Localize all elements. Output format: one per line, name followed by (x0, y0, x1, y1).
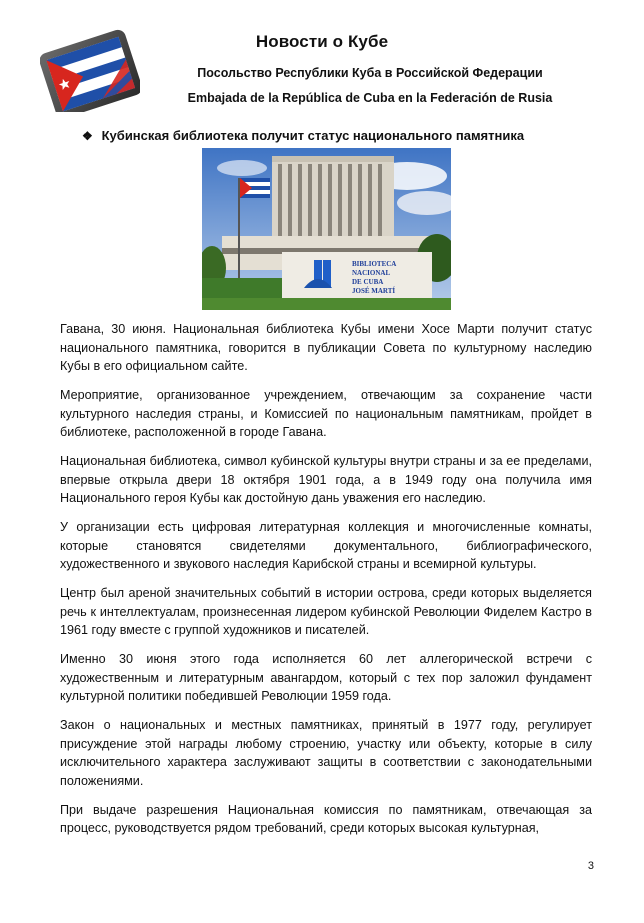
sign-line-1: BIBLIOTECA (352, 260, 397, 268)
page-title: Новости о Кубе (255, 32, 389, 51)
diamond-bullet-icon: ❖ (82, 129, 93, 143)
sign-line-2: NACIONAL (352, 269, 391, 277)
article-body (60, 320, 592, 848)
article-paragraph: Именно 30 июня этого года исполняется 60 лет аллегорической встречи с художественным и литературным авангардом, который с тех пор заложил фундамент культурной политики победившей Революции 1959 года. (60, 652, 592, 703)
embassy-name-ru: Посольство Республики Куба в Российской Федерации (197, 66, 543, 80)
article-paragraph: Национальная библиотека, символ кубинской культуры внутри страны и за ее пределами, впервые открыла двери 18 октября 1901 года, а в 1949 году она получила имя Национального героя Кубы как достойную дань уважения его наследию. (60, 454, 592, 505)
article-paragraph: При выдаче разрешения Национальная комиссия по памятникам, отвечающая за процесс, руководствуется рядом требований, среди которых высокая культурная, (60, 802, 592, 835)
article-paragraph: Мероприятие, организованное учреждением, отвечающим за сохранение части культурного наследия страны, и Комиссией по национальным памятникам, пройдет в библиотеке, расположенной в городе Гавана. (60, 388, 592, 439)
article-paragraph: Центр был ареной значительных событий в истории острова, среди которых выделяется речь к интеллектуалам, произнесенная лидером кубинской Революции Фиделем Кастро в 1961 году вместе с группой художников и писателей. (60, 586, 592, 637)
library-building-photo (202, 148, 451, 310)
article-paragraph: Гавана, 30 июня. Национальная библиотека Кубы имени Хосе Марти получит статус национального памятника, говорится в публикации Совета по культурному наследию Кубы в его официальном сайте. (60, 322, 592, 373)
article-headline (82, 128, 524, 143)
embassy-name-es: Embajada de la República de Cuba en la Federación de Rusia (187, 91, 553, 105)
article-paragraph: Закон о национальных и местных памятниках, принятый в 1977 году, регулирует присуждение этой награды любому строению, участку или объекту, которые в силу исключительного характера заслуживают защиты в соответствии с законодательными положениями. (60, 718, 592, 788)
article-headline-text: Кубинская библиотека получит статус национального памятника (101, 128, 525, 143)
sign-line-4: JOSÉ MARTÍ (352, 287, 396, 295)
page-number: 3 (587, 860, 594, 872)
sign-line-3: DE CUBA (352, 278, 384, 286)
article-paragraph: У организации есть цифровая литературная коллекция и многочисленные комнаты, которые становятся свидетелями документального, библиографического, художественного и звукового наследия Карибской страны и всемирной культуры. (60, 520, 592, 571)
